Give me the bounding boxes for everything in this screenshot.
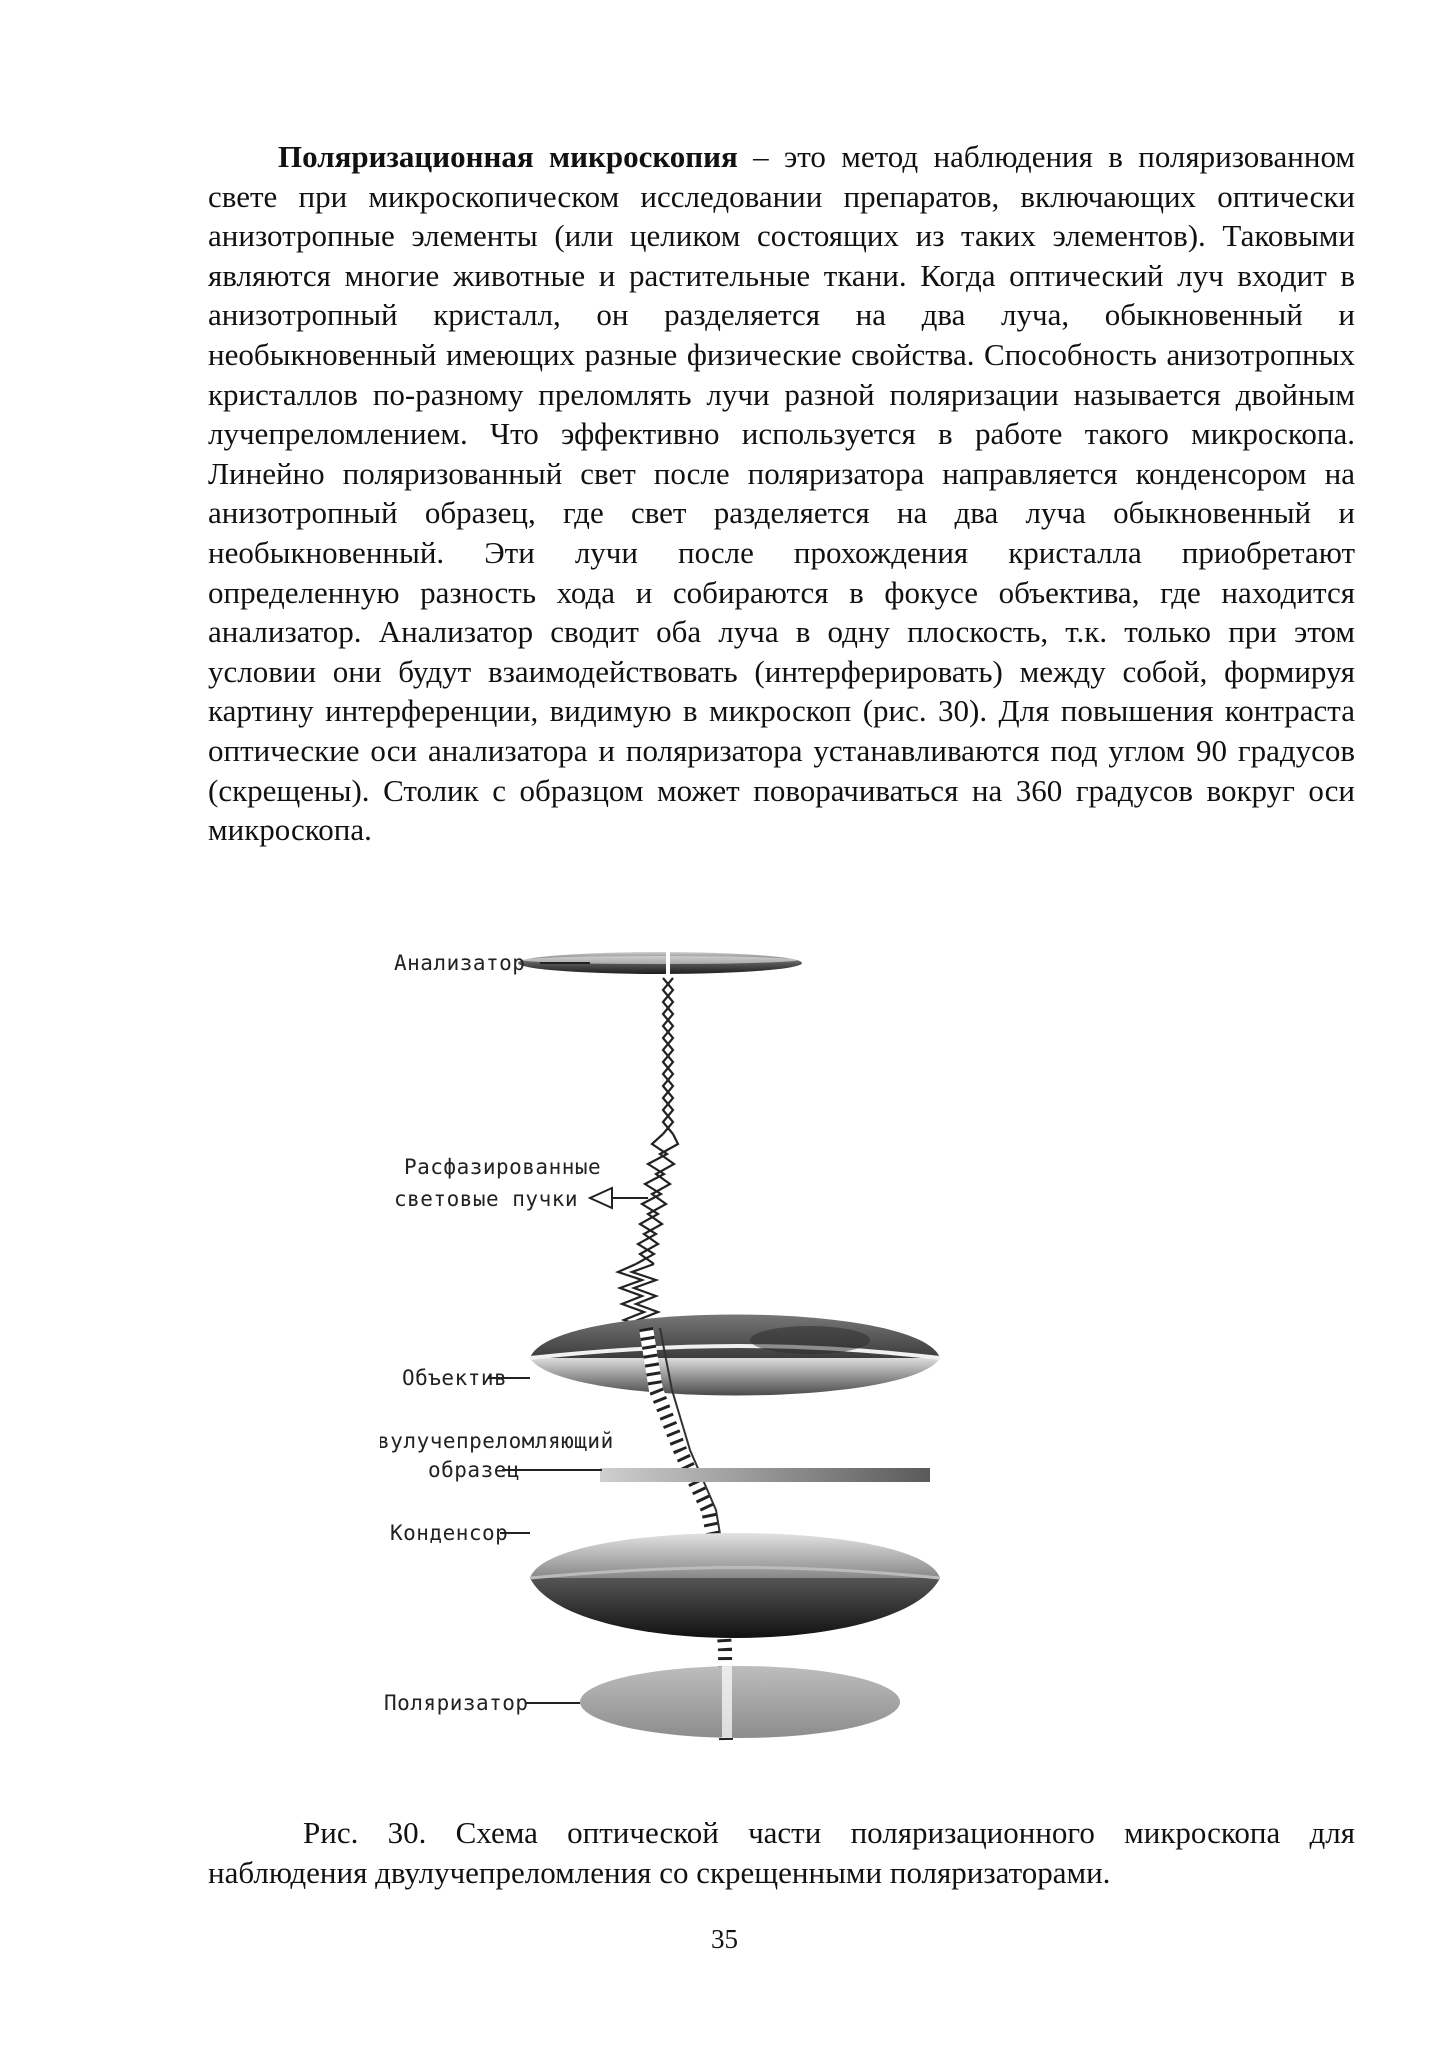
condenser-lens [530, 1533, 940, 1638]
dephased-pointer-arrow [590, 1188, 612, 1208]
label-analyzer: Анализатор [394, 951, 526, 975]
label-objective: Объектив [402, 1366, 508, 1390]
body-paragraph [208, 137, 1355, 850]
label-dephased-1: Расфазированные [404, 1155, 602, 1179]
polarizing-microscope-diagram [380, 930, 1000, 1760]
term-bold: Поляризационная микроскопия [278, 139, 738, 174]
paragraph-text: – это метод наблюдения в поляризованном свете при микроскопическом исследовании препаратов, включающих оптически анизотропные элементы (или целиком состоящих из таких элементов). Таковыми являются многие животные и растительные ткани. Когда оптический луч входит в анизотропный кристалл, он разделяется на два луча, обыкновенный и необыкновенный имеющих разные физические свойства. Способность анизотропных кристаллов по-разному преломлять лучи разной поляризации называется двойным лучепреломлением. Что эффективно используется в работе такого микроскопа. Линейно поляризованный свет после поляризатора направляется конденсором на анизотропный образец, где свет разделяется на два луча обыкновенный и необыкновенный. Эти лучи после прохождения кристалла приобретают определенную разность хода и собираются в фокусе объектива, где находится анализатор. Анализатор сводит оба луча в одну плоскость, т.к. только при этом условии они будут взаимодействовать (интерферировать) между собой, формируя картину интерференции, видимую в микроскоп (рис. 30). Для повышения контраста оптические оси анализатора и поляризатора устанавливаются под углом 90 градусов (скрещены). Столик с образцом может поворачиваться на 360 градусов вокруг оси микроскопа. [208, 139, 1355, 848]
label-sample-2: образец [428, 1458, 521, 1482]
figure-caption: Рис. 30. Схема оптической части поляризационного микроскопа для наблюдения двулучепреломления со скрещенными поляризаторами. [208, 1815, 1355, 1890]
polarizer-disc [580, 1666, 900, 1738]
label-sample-1: Двулучепреломляющий [380, 1429, 614, 1453]
figure-30 [380, 930, 1000, 1760]
objective-lens [530, 1315, 940, 1396]
label-dephased-2: световые пучки [394, 1187, 579, 1211]
birefringent-sample [600, 1468, 930, 1482]
dephased-beams [618, 978, 678, 1328]
page-number: 35 [711, 1924, 738, 1954]
label-condenser: Конденсор [390, 1521, 509, 1545]
label-polarizer: Поляризатор [384, 1691, 529, 1715]
